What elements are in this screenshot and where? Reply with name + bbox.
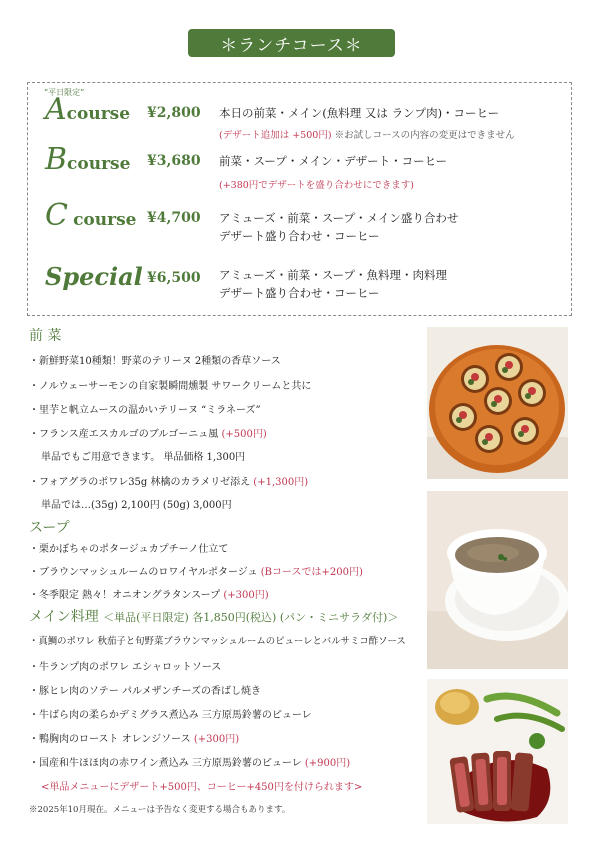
list-item: ・フォアグラのポワレ35g 林檎のカラメリゼ添え (+1,300円) [29, 477, 309, 488]
list-item: ・冬季限定 熱々！オニオングラタンスープ (+300円) [29, 590, 269, 601]
main-heading: メイン料理 ＜単品(平日限定) 各1,850円(税込) (パン・ミニサラダ付)＞ [29, 609, 399, 625]
list-item: ・フランス産エスカルゴのブルゴーニュ風 (+500円) [29, 429, 267, 440]
course-b-name: Bcourse [45, 142, 131, 177]
starters-heading: 前 菜 [29, 328, 62, 344]
course-a-desc: 本日の前菜・メイン(魚料理 又は ランプ肉)・コーヒー [219, 106, 500, 120]
soup-photo [427, 491, 568, 669]
course-a-price: ¥2,800 [147, 105, 201, 121]
course-b-desc: 前菜・スープ・メイン・デザート・コーヒー [219, 154, 448, 168]
footnote: ※2025年10月現在。メニューは予告なく変更する場合もあります。 [29, 805, 291, 815]
list-item: ・鴨胸肉のロースト オレンジソース (+300円) [29, 734, 240, 745]
course-c-name: C course [45, 198, 137, 233]
page-title: ＊ランチコース＊ [188, 29, 395, 57]
main-note: <単品メニューにデザート+500円、コーヒー+450円を付けられます> [41, 782, 363, 793]
list-item: ・新鮮野菜10種類！野菜のテリーヌ 2種類の香草ソース [29, 356, 281, 367]
course-a-name: Acourse [45, 92, 131, 127]
list-item: ・真鯛のポワレ 秋茄子と旬野菜ブラウンマッシュルームのピューレとバルサミコ酢ソース [29, 636, 406, 647]
course-special-desc: アミューズ・前菜・スープ・魚料理・肉料理 デザート盛り合わせ・コーヒー [219, 268, 448, 300]
escargot-photo [427, 327, 568, 479]
course-b-note: (+380円でデザートを盛り合わせにできます) [219, 180, 415, 191]
list-item-detail: 単品では…(35g) 2,100円 (50g) 3,000円 [41, 500, 232, 511]
course-a-note: (デザート追加は +500円) ※お試しコースの内容の変更はできません [219, 130, 515, 141]
list-item: ・豚ヒレ肉のソテー パルメザンチーズの香ばし焼き [29, 686, 261, 697]
list-item: ・ブラウンマッシュルームのロワイヤルポタージュ (Bコースでは+200円) [29, 567, 363, 578]
weekday-only-tag: “平日限定” [44, 88, 85, 97]
list-item: ・国産和牛ほほ肉の赤ワイン煮込み 三方原馬鈴薯のピューレ (+900円) [29, 758, 351, 769]
course-b-price: ¥3,680 [147, 153, 201, 169]
course-special-name: Special [45, 262, 143, 291]
course-special-price: ¥6,500 [147, 270, 201, 286]
course-c-price: ¥4,700 [147, 210, 201, 226]
soup-heading: スープ [29, 520, 70, 536]
list-item: ・栗かぼちゃのポタージュカプチーノ仕立て [29, 544, 229, 555]
course-c-desc: アミューズ・前菜・スープ・メイン盛り合わせ デザート盛り合わせ・コーヒー [219, 211, 459, 243]
list-item: ・牛ばら肉の柔らかデミグラス煮込み 三方原馬鈴薯のピューレ [29, 710, 312, 721]
main-dish-photo [427, 679, 568, 824]
list-item: ・里芋と帆立ムースの温かいテリーヌ “ミラネーズ” [29, 405, 261, 416]
list-item: ・ノルウェーサーモンの自家製瞬間燻製 サワークリームと共に [29, 381, 312, 392]
list-item: ・牛ランプ肉のポワレ エシャロットソース [29, 662, 222, 673]
list-item-detail: 単品でもご用意できます。 単品価格 1,300円 [41, 452, 246, 463]
